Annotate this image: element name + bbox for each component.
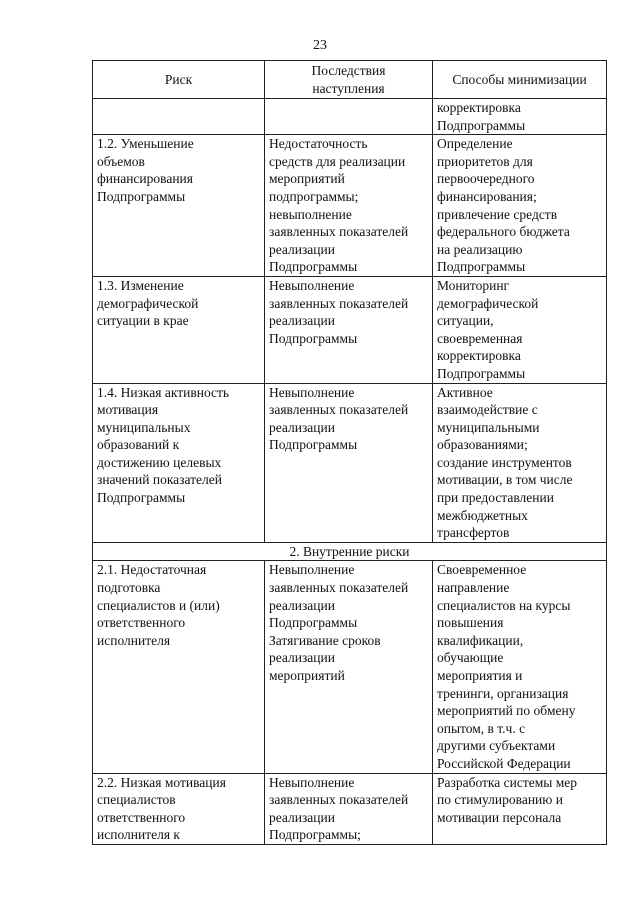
table-row xyxy=(93,135,607,277)
consequence-cell: Невыполнение заявленных показателей реализации Подпрограммы xyxy=(265,383,433,542)
header-risk: Риск xyxy=(93,61,265,99)
header-mitigation: Способы минимизации xyxy=(433,61,607,99)
table-header-row xyxy=(93,61,607,99)
consequence-cell: Невыполнение заявленных показателей реализации Подпрограммы Затягивание сроков реализации мероприятий xyxy=(265,561,433,773)
section-row xyxy=(93,542,607,561)
section-heading: 2. Внутренние риски xyxy=(93,542,607,561)
mitigation-cell: корректировка Подпрограммы xyxy=(433,99,607,135)
consequence-cell: Недостаточность средств для реализации мероприятий подпрограммы; невыполнение заявленных показателей реализации Подпрограммы xyxy=(265,135,433,277)
risk-cell: 1.2. Уменьшение объемов финансирования Подпрограммы xyxy=(93,135,265,277)
table-row xyxy=(93,276,607,383)
page-number: 23 xyxy=(313,38,327,53)
consequence-cell xyxy=(265,99,433,135)
consequence-cell: Невыполнение заявленных показателей реализации Подпрограммы xyxy=(265,276,433,383)
risk-table xyxy=(92,60,607,845)
mitigation-cell: Разработка системы мер по стимулированию и мотивации персонала xyxy=(433,773,607,844)
table-row xyxy=(93,773,607,844)
risk-cell: 2.1. Недостаточная подготовка специалистов и (или) ответственного исполнителя xyxy=(93,561,265,773)
risk-cell: 2.2. Низкая мотивация специалистов ответственного исполнителя к xyxy=(93,773,265,844)
mitigation-cell: Определение приоритетов для первоочередного финансирования; привлечение средств федерального бюджета на реализацию Подпрограммы xyxy=(433,135,607,277)
mitigation-cell: Мониторинг демографической ситуации, своевременная корректировка Подпрограммы xyxy=(433,276,607,383)
mitigation-cell: Активное взаимодействие с муниципальными образованиями; создание инструментов мотивации, в том числе при предоставлении межбюджетных трансфертов xyxy=(433,383,607,542)
table-row xyxy=(93,561,607,773)
risk-cell: 1.3. Изменение демографической ситуации в крае xyxy=(93,276,265,383)
consequence-cell: Невыполнение заявленных показателей реализации Подпрограммы; xyxy=(265,773,433,844)
risk-cell xyxy=(93,99,265,135)
table-row xyxy=(93,99,607,135)
risk-cell: 1.4. Низкая активность мотивация муниципальных образований к достижению целевых значений показателей Подпрограммы xyxy=(93,383,265,542)
table-row xyxy=(93,383,607,542)
header-consequences: Последствия наступления xyxy=(265,61,433,99)
mitigation-cell: Своевременное направление специалистов на курсы повышения квалификации, обучающие мероприятия и тренинги, организация мероприятий по обмену опытом, в т.ч. с другими субъектами Российской Федерации xyxy=(433,561,607,773)
